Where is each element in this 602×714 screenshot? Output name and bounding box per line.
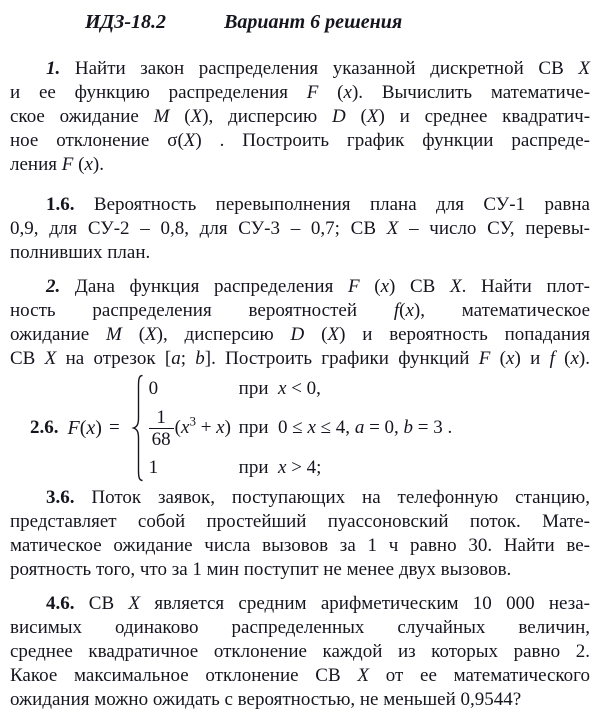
fraction-denominator: 68 [149,428,174,450]
text-segment: X [450,276,462,297]
text-line [10,241,590,265]
variant-label: Вариант 6 решения [224,11,403,33]
text-segment: a [354,417,365,438]
fraction-numerator: 1 [156,406,166,428]
text-segment: ) [95,417,102,439]
text-line [10,275,590,299]
text-segment: > 4; [286,456,322,478]
text-segment: матическое ожидание числа вызовов за 1 ч равно 30. Найти ве- [10,535,590,556]
text-segment: 0,9, для СУ-2 – 0,8, для СУ-3 – 0,7; СВ [10,218,387,239]
text-line [10,534,590,558]
text-segment: = 0, [364,417,404,438]
text-segment: при 0 ≤ [238,417,308,438]
text-segment: X [44,348,57,369]
text-line [10,664,590,688]
text-segment: 1. [46,58,61,79]
text-segment: F [306,82,319,103]
text-segment: 1.6. [46,194,75,215]
text-segment: ( [345,106,367,127]
text-segment: ) . Построить график функции распреде- [195,130,590,151]
text-segment: x [181,417,190,438]
assignment-code: ИДЗ-18.2 [85,11,167,33]
text-segment: x [343,82,352,103]
text-segment: на отрезок [ [56,348,172,369]
text-segment: F [347,276,360,297]
case-condition [239,377,321,401]
formula-lhs [68,416,102,440]
text-segment: ) СВ [389,276,450,297]
text-segment: x [570,348,579,369]
text-segment: ( [318,82,344,103]
text-segment: ), математическое [413,300,590,321]
text-segment: ) [224,417,231,438]
text-segment: f [549,348,555,369]
text-segment: D [332,106,346,127]
text-segment: Найти закон распределения указанной дискретной СВ [60,58,579,79]
text-segment: x [86,417,96,439]
text-segment: среднее квадратичное отклонение каждой из которых равно 2. [10,641,590,662]
formula-2-6 [30,373,590,483]
case-row [149,373,453,404]
text-segment: D [290,324,305,345]
text-segment: висимых одинаково распределенных случайных величин, [10,617,590,638]
text-segment: ное отклонение σ( [10,130,184,151]
text-segment: при [238,456,279,478]
text-segment: Дана функция распределения [60,276,348,297]
text-segment: ). Вычислить математиче- [351,82,591,103]
text-segment: . Найти плот- [461,276,590,297]
text-segment: ское ожидание [10,106,154,127]
text-segment: ), дисперсию [156,324,291,345]
text-segment: a [171,348,181,369]
text-segment: F [67,417,80,439]
text-segment: x [506,348,515,369]
text-segment: X [366,106,379,127]
text-line [10,688,590,712]
text-segment: ожидания можно ожидать с вероятностью, не меньшей 0,9544? [10,689,522,710]
problem-3-6 [10,486,590,582]
problem-4-6 [10,592,590,712]
text-segment: ) и среднее квадратич- [378,106,591,127]
text-segment: X [327,324,340,345]
case-row [149,452,453,483]
text-line [10,217,590,241]
text-segment: X [183,130,196,151]
text-line [10,193,590,217]
text-segment: Какое максимальное отклонение СВ [10,665,358,686]
text-segment: = 3 . [413,417,453,438]
text-segment: ]. Построить графики функций [204,348,479,369]
text-segment: ( [174,417,181,438]
text-segment: ( [73,154,85,175]
text-segment: 3.6. [46,487,75,508]
text-segment: M [153,106,170,127]
text-segment: 4.6. [46,593,75,614]
text-segment: роятность того, что за 1 мин поступит не менее двух вызовов. [10,559,512,580]
text-line [10,616,590,640]
page-title [85,10,590,34]
text-segment: СВ [74,593,129,614]
text-segment: x [307,417,316,438]
text-segment: 1 [148,456,159,478]
text-segment: b [195,348,205,369]
text-line [10,640,590,664]
text-segment: ( [554,348,571,369]
text-line [10,558,590,582]
fraction [149,407,174,450]
text-line [10,153,590,177]
text-segment: от ее математического [369,665,590,686]
problem-1 [10,57,590,177]
text-segment: – число СУ, перевы- [398,218,590,239]
text-segment: X [128,593,141,614]
case-condition [239,456,322,480]
text-segment: ( [359,276,381,297]
text-segment: ( [121,324,146,345]
text-segment: Вероятность перевыполнения плана для СУ-1 равна [74,194,590,215]
text-segment: ( [79,417,87,439]
equals-sign: = [108,417,120,438]
text-segment: ( [490,348,506,369]
left-brace-icon [131,373,144,483]
text-segment: X [357,665,369,686]
text-segment: ≤ 4, [315,417,355,438]
text-segment: СВ [10,348,45,369]
text-line [10,81,590,105]
case-value [149,377,239,401]
text-line [10,129,590,153]
problem-2 [10,275,590,371]
text-segment: полнивших план. [10,242,151,263]
text-segment: при [238,377,279,399]
text-line [10,105,590,129]
text-line [10,299,590,323]
text-segment: < 0, [286,377,321,399]
case-row [149,404,453,452]
case-expression [174,413,231,440]
text-segment: является средним арифметическим 10 000 неза- [140,593,590,614]
text-segment: ( [169,106,191,127]
case-value [149,456,239,480]
text-segment: ожидание [10,324,107,345]
text-segment: ). [92,154,104,175]
text-segment: ( [399,300,406,321]
text-segment: x [278,377,287,399]
problem-1-6 [10,193,590,265]
case-value [149,407,239,450]
text-segment: x [380,276,390,297]
text-segment: ) и вероятность попадания [339,324,591,345]
text-segment: x [84,154,93,175]
text-segment: ), дисперсию [202,106,333,127]
text-line [10,510,590,534]
text-segment: ; [180,348,196,369]
text-line [10,486,590,510]
text-segment: ( [304,324,328,345]
text-segment: ). [578,348,590,369]
text-segment: X [145,324,157,345]
text-segment: Поток заявок, поступающих на телефонную станцию, [74,487,590,508]
text-segment: b [403,417,414,438]
text-segment: F [61,154,74,175]
text-segment: 2. [46,276,61,297]
text-segment: ) и [514,348,550,369]
text-segment: X [578,58,590,79]
text-line [10,323,590,347]
text-line [10,347,590,371]
text-segment: представляет собой простейший пуассоновский поток. Мате- [10,511,590,532]
text-segment: и ее функцию распределения [10,82,307,103]
text-segment: f [393,300,400,321]
formula-label: 2.6. [30,417,59,438]
text-segment: X [190,106,203,127]
text-segment: x [405,300,414,321]
text-segment: 3 [189,413,196,429]
text-segment: M [106,324,122,345]
text-segment: + [195,417,217,438]
text-segment: F [478,348,491,369]
text-segment: x [216,417,225,438]
cases-column [149,373,453,483]
text-segment: 0 [148,377,159,399]
text-line [10,592,590,616]
text-segment: ления [10,154,62,175]
case-condition [239,416,453,440]
text-segment: ность распределения вероятностей [10,300,394,321]
text-segment: x [278,456,287,478]
text-segment: X [386,218,399,239]
text-line [10,57,590,81]
